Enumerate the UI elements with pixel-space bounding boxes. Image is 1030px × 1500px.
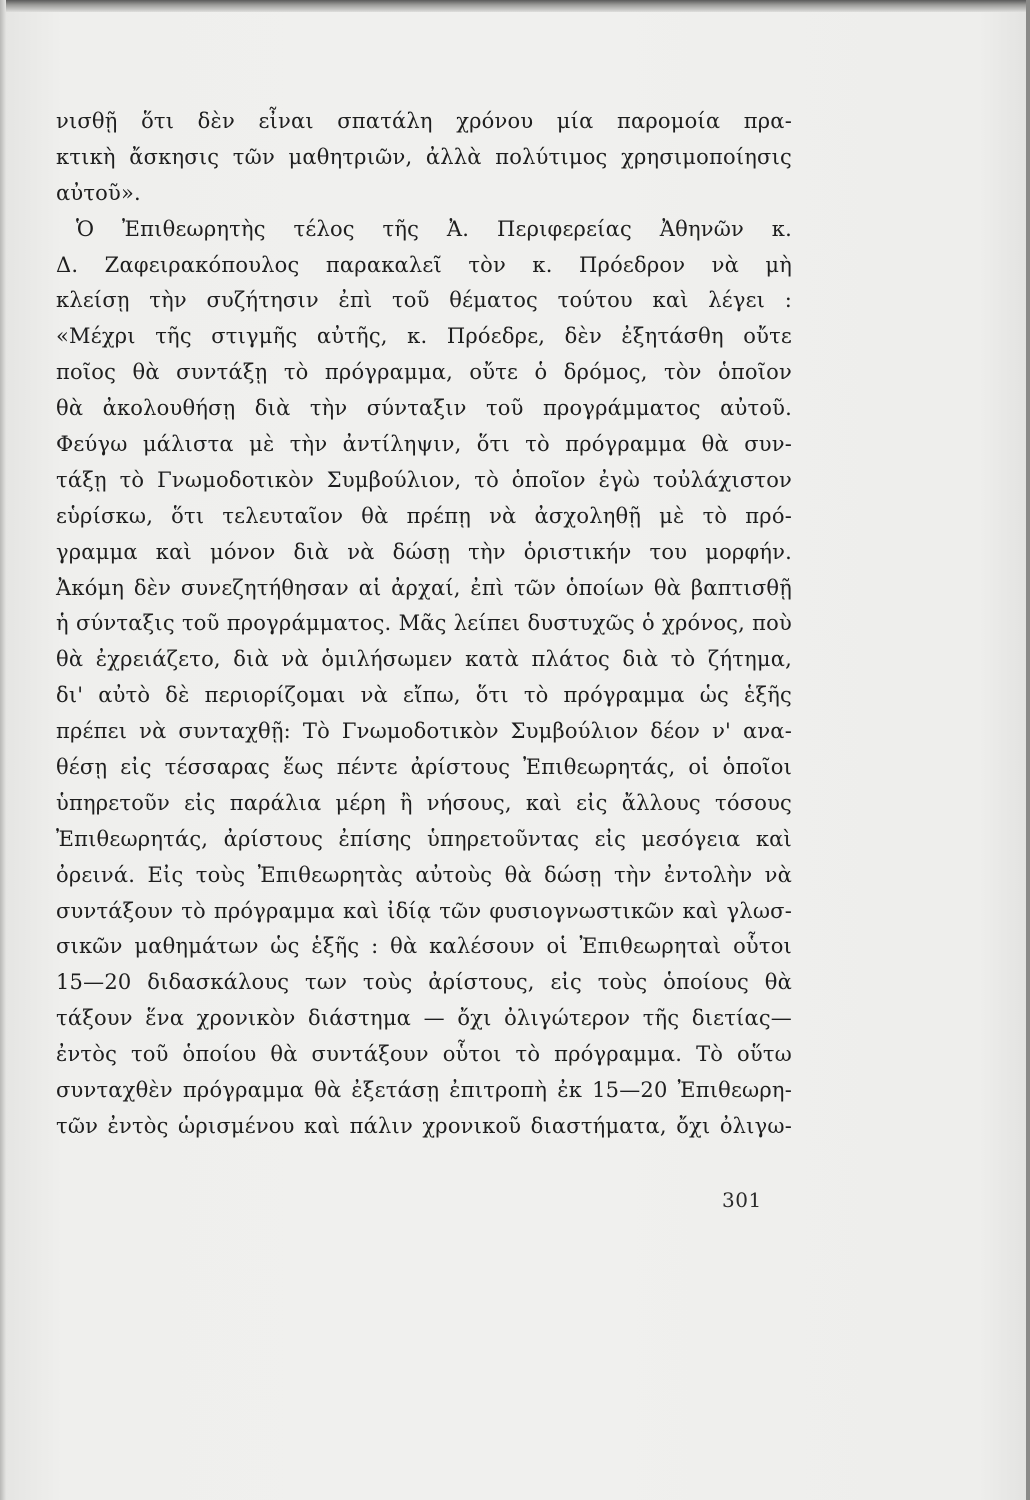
scan-right-edge [1026,0,1030,1500]
text-line: τάξῃ τὸ Γνωμοδοτικὸν Συμβούλιον, τὸ ὁποῖον ἐγὼ τοὐλάχιστον [56,467,792,492]
text-line: εὑρίσκω, ὅτι τελευταῖον θὰ πρέπῃ νὰ ἀσχοληθῇ μὲ τὸ πρό- [56,503,792,528]
text-line: δι' αὐτὸ δὲ περιορίζομαι νὰ εἴπω, ὅτι τὸ πρόγραμμα ὡς ἑξῆς [56,683,792,708]
text-line: κλείσῃ τὴν συζήτησιν ἐπὶ τοῦ θέματος τούτου καὶ λέγει : [56,288,792,313]
text-line: σικῶν μαθημάτων ὡς ἑξῆς : θὰ καλέσουν οἱ Ἐπιθεωρηταὶ οὗτοι [56,934,792,959]
text-line: ὀρεινά. Εἰς τοὺς Ἐπιθεωρητὰς αὐτοὺς θὰ δώσῃ τὴν ἐντολὴν νὰ [56,862,792,887]
text-line: τάξουν ἕνα χρονικὸν διάστημα — ὄχι ὀλιγώτερον τῆς διετίας— [56,1006,792,1031]
text-line: συνταχθὲν πρόγραμμα θὰ ἐξετάσῃ ἐπιτροπὴ ἐκ 15—20 Ἐπιθεωρη- [56,1078,792,1103]
text-line: «Μέχρι τῆς στιγμῆς αὐτῆς, κ. Πρόεδρε, δὲν ἐξητάσθη οὔτε [56,324,792,349]
text-line: 15—20 διδασκάλους των τοὺς ἀρίστους, εἰς τοὺς ὁποίους θὰ [56,970,792,995]
scan-left-edge [0,0,6,1500]
text-line: νισθῇ ὅτι δὲν εἶναι σπατάλη χρόνου μία παρομοία πρα- [56,109,792,133]
text-line: συντάξουν τὸ πρόγραμμα καὶ ἰδίᾳ τῶν φυσιογνωστικῶν καὶ γλωσ- [56,898,792,923]
text-line: κτικὴ ἄσκησις τῶν μαθητριῶν, ἀλλὰ πολύτιμος χρησιμοποίησις [56,144,792,169]
text-line: πρέπει νὰ συνταχθῇ: Τὸ Γνωμοδοτικὸν Συμβούλιον δέον ν' ανα- [56,719,792,744]
text-line: γραμμα καὶ μόνον διὰ νὰ δώσῃ τὴν ὁριστικήν του μορφήν. [56,539,792,564]
text-line: ποῖος θὰ συντάξῃ τὸ πρόγραμμα, οὔτε ὁ δρόμος, τὸν ὁποῖον [56,360,792,385]
text-line: Δ. Ζαφειρακόπουλος παρακαλεῖ τὸν κ. Πρόεδρον νὰ μὴ [56,252,792,277]
text-line: τῶν ἐντὸς ὡρισμένου καὶ πάλιν χρονικοῦ διαστήματα, ὄχι ὀλιγω- [56,1113,792,1138]
page-number: 301 [722,1188,762,1212]
text-line: Φεύγω μάλιστα μὲ τὴν ἀντίληψιν, ὅτι τὸ πρόγραμμα θὰ συν- [56,432,792,457]
scan-top-edge [0,0,1030,12]
text-line: Ἀκόμη δὲν συνεζητήθησαν αἱ ἀρχαί, ἐπὶ τῶν ὁποίων θὰ βαπτισθῇ [56,575,792,600]
body-text [56,104,792,1145]
text-line: θὰ ἐχρειάζετο, διὰ νὰ ὁμιλήσωμεν κατὰ πλάτος διὰ τὸ ζήτημα, [56,647,792,672]
text-line: ἡ σύνταξις τοῦ προγράμματος. Μᾶς λείπει δυστυχῶς ὁ χρόνος, ποὺ [56,611,792,636]
text-line: ὑπηρετοῦν εἰς παράλια μέρη ἢ νήσους, καὶ εἰς ἄλλους τόσους [56,790,792,815]
text-line: θέσῃ εἰς τέσσαρας ἕως πέντε ἀρίστους Ἐπιθεωρητάς, οἱ ὁποῖοι [56,755,792,780]
text-line: ἐντὸς τοῦ ὁποίου θὰ συντάξουν οὗτοι τὸ πρόγραμμα. Τὸ οὕτω [56,1042,792,1067]
text-line: θὰ ἀκολουθήσῃ διὰ τὴν σύνταξιν τοῦ προγράμματος αὐτοῦ. [56,396,792,421]
text-line: Ὁ Ἐπιθεωρητὴς τέλος τῆς Ἀ. Περιφερείας Ἀθηνῶν κ. [76,216,792,241]
text-line: αὐτοῦ». [56,180,141,205]
text-line: Ἐπιθεωρητάς, ἀρίστους ἐπίσης ὑπηρετοῦντας εἰς μεσόγεια καὶ [56,826,792,851]
